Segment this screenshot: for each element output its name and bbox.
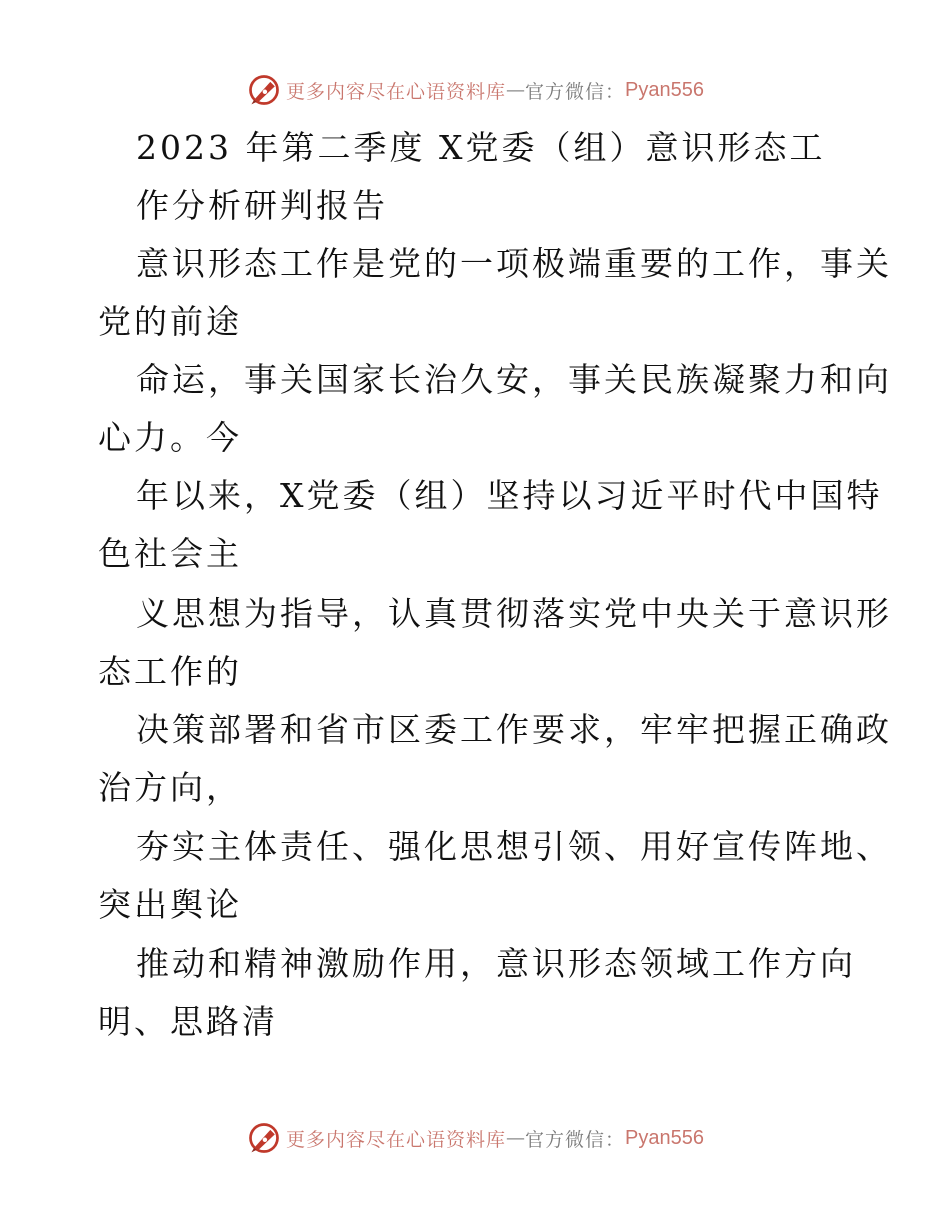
document-title-line-2: 作分析研判报告 [136,186,388,225]
body-line: 义思想为指导，认真贯彻落实党中央关于意识形 [136,594,892,633]
body-line: 命运，事关国家长治久安，事关民族凝聚力和向 [136,360,892,399]
body-line: 年以来，X党委（组）坚持以习近平时代中国特 [136,476,883,515]
body-line: 明、思路清 [98,1002,278,1041]
pen-nib-logo-icon [246,72,282,108]
body-line: 意识形态工作是党的一项极端重要的工作，事关 [136,244,892,283]
body-line: 色社会主 [98,534,242,573]
body-line: 决策部署和省市区委工作要求，牢牢把握正确政 [136,710,892,749]
banner-separator: — [506,79,526,101]
body-line: 夯实主体责任、强化思想引领、用好宣传阵地、 [136,827,892,866]
body-line: 突出舆论 [98,885,242,924]
body-line: 治方向， [98,768,242,807]
document-title-line-1: 2023 年第二季度 X党委（组）意识形态工 [136,128,826,167]
body-line: 党的前途 [98,302,242,341]
header-banner [0,70,950,110]
pen-nib-logo-icon [246,1120,282,1156]
body-line: 态工作的 [98,652,242,691]
banner-text: 更多内容尽在心语资料库 [286,80,507,103]
body-line: 心力。今 [98,418,242,457]
banner-contact-id: Pyan556 [625,1126,704,1149]
banner-separator: — [506,1127,526,1149]
banner-contact-id: Pyan556 [625,78,704,101]
banner-text: 更多内容尽在心语资料库 [286,1128,507,1151]
banner-contact-label: 官方微信： [525,80,626,103]
body-line: 推动和精神激励作用，意识形态领域工作方向 [136,944,856,983]
banner-contact-label: 官方微信： [525,1128,626,1151]
footer-banner [0,1118,950,1158]
